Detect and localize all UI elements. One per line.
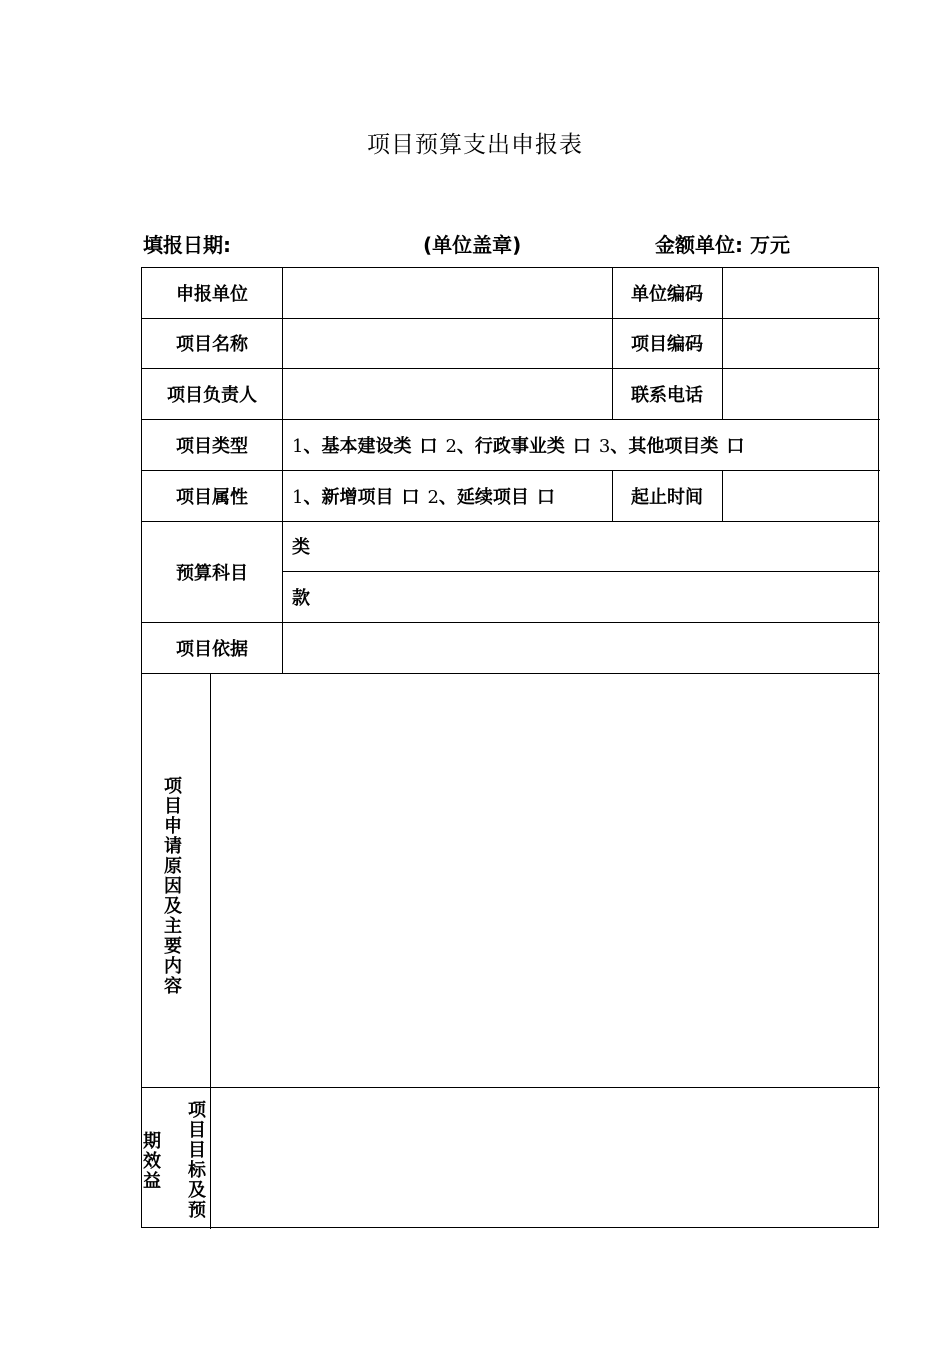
period-label: 起止时间	[631, 486, 703, 508]
unit-code-label: 单位编码	[631, 284, 703, 305]
project-name-field[interactable]	[283, 318, 612, 368]
amount-unit-label: 金额单位: 万元	[655, 233, 790, 257]
period-field[interactable]	[723, 470, 879, 521]
applicant-unit-field[interactable]	[283, 268, 612, 318]
budget-item-label: 款	[292, 587, 310, 609]
application-reason-label: 项目申请原因及主要内容	[164, 776, 182, 997]
project-attribute-option-2[interactable]: 2、延续项目 口	[427, 486, 555, 508]
checkbox-icon[interactable]: 口	[536, 486, 555, 508]
project-goal-field[interactable]	[211, 1088, 879, 1228]
project-goal-label-col2: 期效益	[143, 1131, 161, 1192]
contact-phone-field[interactable]	[723, 368, 879, 419]
project-name-label: 项目名称	[176, 334, 248, 355]
applicant-unit-label: 申报单位	[176, 284, 248, 305]
project-attribute-label: 项目属性	[176, 486, 248, 508]
unit-seal-label: (单位盖章)	[423, 233, 522, 257]
project-type-option-1[interactable]: 1、基本建设类 口	[292, 435, 438, 457]
project-basis-label: 项目依据	[176, 638, 248, 660]
project-type-label: 项目类型	[176, 435, 248, 457]
checkbox-icon[interactable]: 口	[572, 435, 591, 457]
checkbox-icon[interactable]: 口	[419, 435, 438, 457]
project-leader-field[interactable]	[283, 368, 612, 419]
budget-item-field[interactable]	[283, 571, 879, 622]
budget-form-table	[141, 267, 879, 1228]
form-title: 项目预算支出申报表	[367, 132, 583, 158]
project-code-field[interactable]	[723, 318, 879, 368]
project-attribute-options	[283, 470, 612, 521]
fill-date-label: 填报日期:	[143, 233, 231, 257]
project-goal-label-col1: 项目目标及预	[188, 1100, 206, 1221]
project-type-option-2[interactable]: 2、行政事业类 口	[445, 435, 591, 457]
project-leader-label: 项目负责人	[167, 384, 257, 406]
project-type-options	[283, 419, 879, 470]
unit-code-field[interactable]	[723, 268, 879, 318]
project-attribute-option-1[interactable]: 1、新增项目 口	[292, 486, 420, 508]
project-type-option-3[interactable]: 3、其他项目类 口	[598, 435, 745, 457]
project-basis-field[interactable]	[283, 622, 879, 673]
budget-class-label: 类	[292, 537, 310, 558]
checkbox-icon[interactable]: 口	[726, 435, 745, 457]
budget-class-field[interactable]	[283, 521, 879, 571]
contact-phone-label: 联系电话	[631, 384, 703, 406]
checkbox-icon[interactable]: 口	[401, 486, 420, 508]
project-code-label: 项目编码	[631, 334, 703, 355]
application-reason-field[interactable]	[211, 673, 879, 1087]
budget-subject-label: 预算科目	[176, 562, 248, 584]
